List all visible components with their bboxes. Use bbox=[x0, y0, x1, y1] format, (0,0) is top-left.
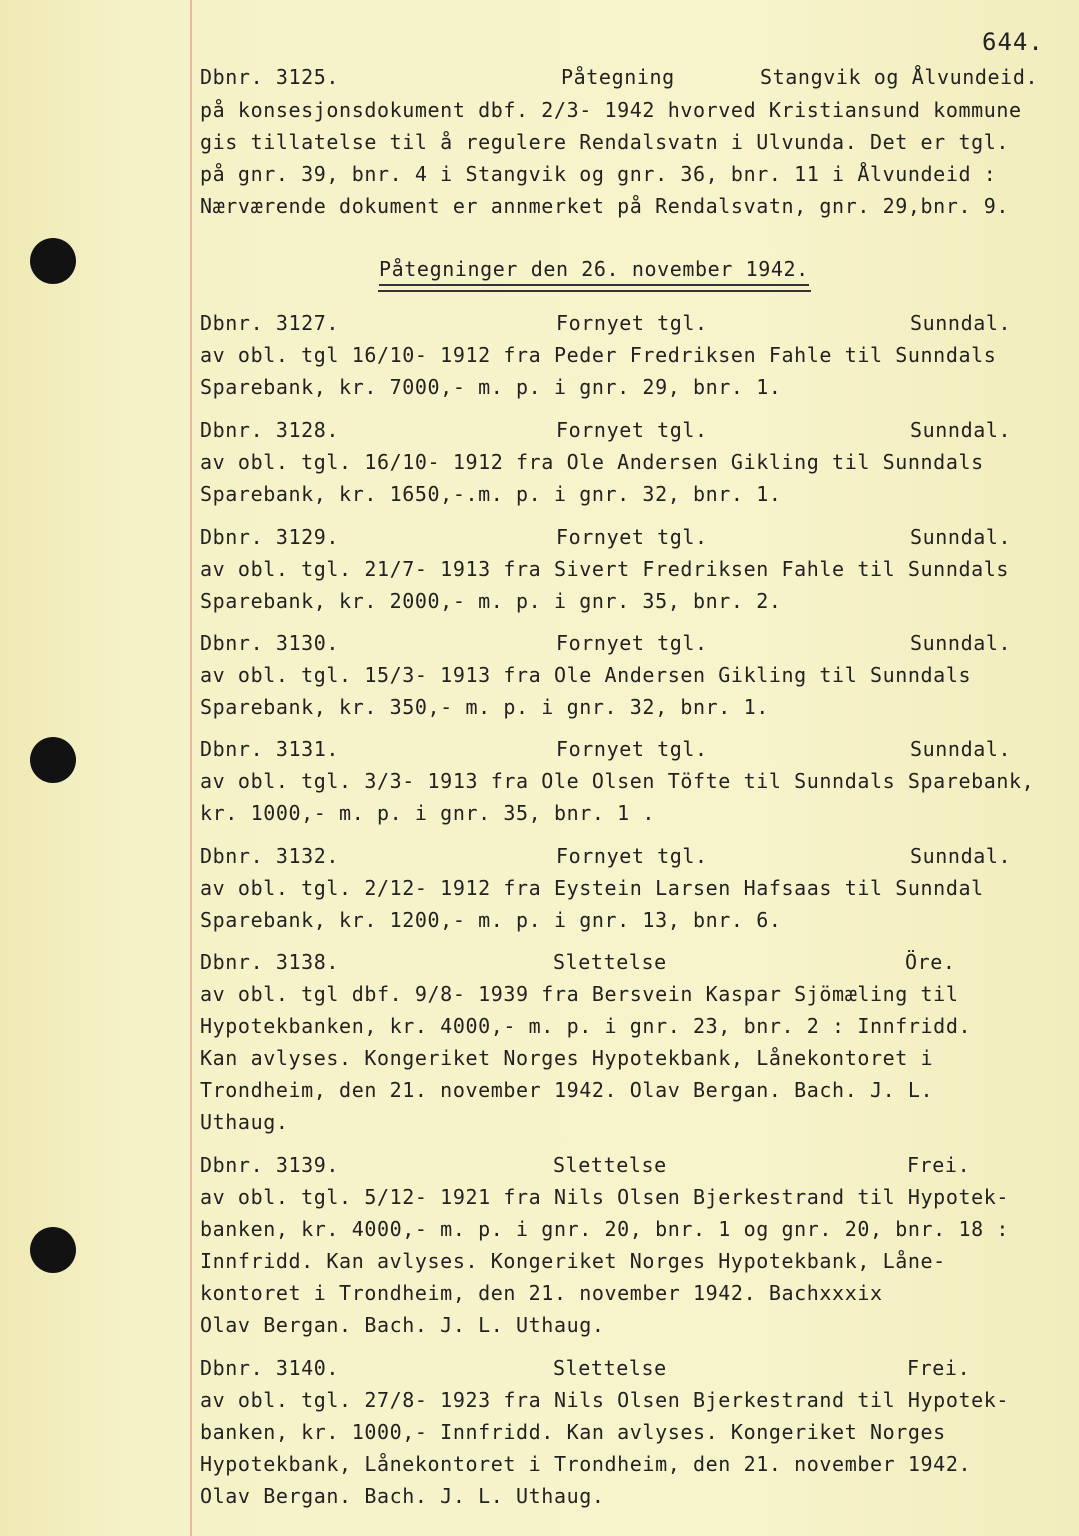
entry-line: av obl. tgl. 15/3- 1913 fra Ole Andersen Gikling til Sunndals bbox=[200, 663, 972, 687]
entry-place: Sunndal. bbox=[910, 525, 1012, 549]
entry-place: Frei. bbox=[907, 1153, 971, 1177]
entry-line: Sparebank, kr. 1650,-.m. p. i gnr. 32, bnr. 1. bbox=[200, 482, 782, 506]
entry-line: av obl. tgl. 2/12- 1912 fra Eystein Larsen Hafsaas til Sunndal bbox=[200, 876, 984, 900]
entry-dbnr: Dbnr. 3132. bbox=[200, 844, 340, 868]
entry-dbnr: Dbnr. 3138. bbox=[200, 950, 340, 974]
entry-line: Sparebank, kr. 7000,- m. p. i gnr. 29, bnr. 1. bbox=[200, 375, 782, 399]
entry-line: Nærværende dokument er annmerket på Rendalsvatn, gnr. 29,bnr. 9. bbox=[200, 194, 1010, 218]
entry-line: Trondheim, den 21. november 1942. Olav Bergan. Bach. J. L. bbox=[200, 1078, 934, 1102]
entry-dbnr: Dbnr. 3129. bbox=[200, 525, 340, 549]
entry-line: banken, kr. 4000,- m. p. i gnr. 20, bnr. 1 og gnr. 20, bnr. 18 : bbox=[200, 1217, 1010, 1241]
entry-line: av obl. tgl. 27/8- 1923 fra Nils Olsen Bjerkestrand til Hypotek- bbox=[200, 1388, 1010, 1412]
entry-type: Fornyet tgl. bbox=[556, 418, 708, 442]
entry-place: Stangvik og Ålvundeid. bbox=[760, 65, 1039, 89]
entry-place: Sunndal. bbox=[910, 844, 1012, 868]
entry-dbnr: Dbnr. 3131. bbox=[200, 737, 340, 761]
entry-type: Slettelse bbox=[553, 1153, 667, 1177]
entry-place: Öre. bbox=[905, 950, 956, 974]
entry-type: Fornyet tgl. bbox=[556, 737, 708, 761]
entry-dbnr: Dbnr. 3125. bbox=[200, 65, 340, 89]
entry-line: kontoret i Trondheim, den 21. november 1942. Bachxxxix bbox=[200, 1281, 883, 1305]
punch-hole bbox=[30, 737, 76, 783]
entry-line: Sparebank, kr. 2000,- m. p. i gnr. 35, bnr. 2. bbox=[200, 589, 782, 613]
entry-type: Slettelse bbox=[553, 1356, 667, 1380]
entry-line: av obl. tgl. 16/10- 1912 fra Ole Andersen Gikling til Sunndals bbox=[200, 450, 984, 474]
entry-place: Sunndal. bbox=[910, 631, 1012, 655]
entry-dbnr: Dbnr. 3130. bbox=[200, 631, 340, 655]
entry-place: Sunndal. bbox=[910, 311, 1012, 335]
entry-line: Sparebank, kr. 1200,- m. p. i gnr. 13, bnr. 6. bbox=[200, 908, 782, 932]
entry-place: Frei. bbox=[907, 1356, 971, 1380]
entry-type: Fornyet tgl. bbox=[556, 311, 708, 335]
entry-type: Fornyet tgl. bbox=[556, 631, 708, 655]
entry-line: Uthaug. bbox=[200, 1110, 289, 1134]
entry-type: Slettelse bbox=[553, 950, 667, 974]
entry-line: Sparebank, kr. 350,- m. p. i gnr. 32, bnr. 1. bbox=[200, 695, 769, 719]
entry-line: av obl. tgl. 5/12- 1921 fra Nils Olsen Bjerkestrand til Hypotek- bbox=[200, 1185, 1010, 1209]
entry-type: Påtegning bbox=[561, 65, 675, 89]
entry-line: av obl. tgl. 3/3- 1913 fra Ole Olsen Töfte til Sunndals Sparebank, bbox=[200, 769, 1035, 793]
entry-line: banken, kr. 1000,- Innfridd. Kan avlyses. Kongeriket Norges bbox=[200, 1420, 946, 1444]
entry-place: Sunndal. bbox=[910, 418, 1012, 442]
entry-line: på konsesjonsdokument dbf. 2/3- 1942 hvorved Kristiansund kommune bbox=[200, 98, 1022, 122]
page-number: 644. bbox=[982, 28, 1044, 56]
entry-line: Olav Bergan. Bach. J. L. Uthaug. bbox=[200, 1313, 605, 1337]
entry-type: Fornyet tgl. bbox=[556, 844, 708, 868]
entry-line: Olav Bergan. Bach. J. L. Uthaug. bbox=[200, 1484, 605, 1508]
margin-line bbox=[190, 0, 192, 1536]
entry-place: Sunndal. bbox=[910, 737, 1012, 761]
entry-line: kr. 1000,- m. p. i gnr. 35, bnr. 1 . bbox=[200, 801, 656, 825]
entry-type: Fornyet tgl. bbox=[556, 525, 708, 549]
entry-dbnr: Dbnr. 3140. bbox=[200, 1356, 340, 1380]
entry-line: Hypotekbank, Lånekontoret i Trondheim, den 21. november 1942. bbox=[200, 1452, 972, 1476]
entry-line: av obl. tgl dbf. 9/8- 1939 fra Bersvein Kaspar Sjömæling til bbox=[200, 982, 959, 1006]
entry-line: av obl. tgl. 21/7- 1913 fra Sivert Fredriksen Fahle til Sunndals bbox=[200, 557, 1010, 581]
entry-line: Kan avlyses. Kongeriket Norges Hypotekbank, Lånekontoret i bbox=[200, 1046, 934, 1070]
punch-hole bbox=[30, 1227, 76, 1273]
entry-line: Hypotekbanken, kr. 4000,- m. p. i gnr. 23, bnr. 2 : Innfridd. bbox=[200, 1014, 972, 1038]
entry-line: av obl. tgl 16/10- 1912 fra Peder Fredriksen Fahle til Sunndals bbox=[200, 343, 997, 367]
entry-dbnr: Dbnr. 3139. bbox=[200, 1153, 340, 1177]
entry-line: gis tillatelse til å regulere Rendalsvatn i Ulvunda. Det er tgl. bbox=[200, 130, 1010, 154]
punch-hole bbox=[30, 238, 76, 284]
section-heading: Påtegninger den 26. november 1942. bbox=[379, 256, 809, 286]
entry-dbnr: Dbnr. 3128. bbox=[200, 418, 340, 442]
entry-line: på gnr. 39, bnr. 4 i Stangvik og gnr. 36, bnr. 11 i Ålvundeid : bbox=[200, 162, 997, 186]
heading-double-underline bbox=[378, 290, 811, 292]
entry-dbnr: Dbnr. 3127. bbox=[200, 311, 340, 335]
entry-line: Innfridd. Kan avlyses. Kongeriket Norges Hypotekbank, Låne- bbox=[200, 1249, 946, 1273]
